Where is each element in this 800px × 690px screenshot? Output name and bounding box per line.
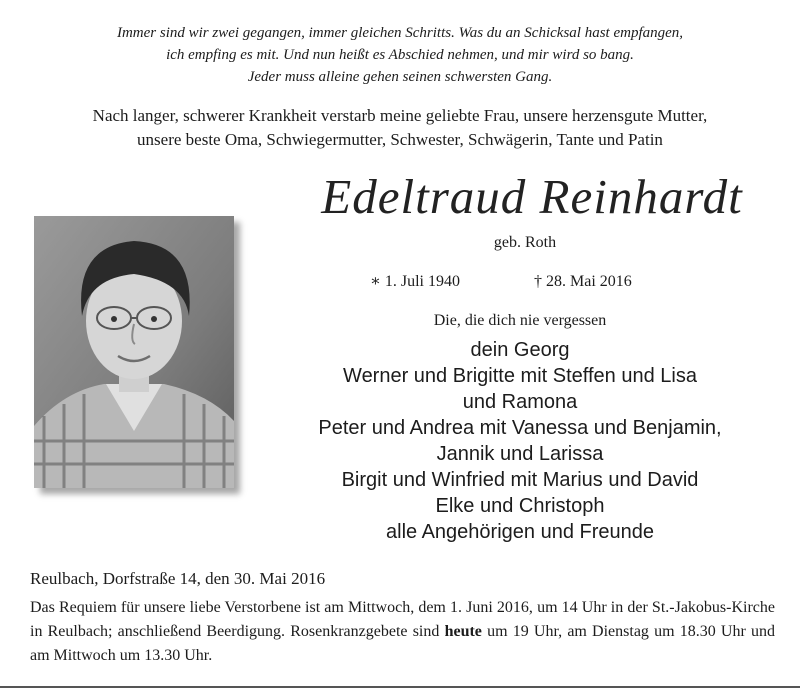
birth-date: ∗ 1. Juli 1940	[370, 273, 460, 290]
mourner-line: Werner und Brigitte mit Steffen und Lisa	[343, 365, 697, 387]
death-date: † 28. Mai 2016	[534, 273, 632, 290]
mourner-line: Jannik und Larissa	[436, 443, 604, 465]
portrait-photo	[34, 216, 234, 488]
notice-text: um 19 Uhr, am Dienstag um 18.30 Uhr und am Mittwoch um 13.30 Uhr.	[30, 623, 776, 664]
birth-name: geb. Roth	[493, 234, 557, 251]
notice-emphasis: heute	[444, 623, 482, 640]
mourner-line: Peter und Andrea mit Vanessa und Benjamin,	[318, 417, 722, 439]
mourner-line: Elke und Christoph	[435, 495, 605, 517]
bottom-border	[0, 686, 800, 688]
mourners-list	[255, 337, 785, 545]
portrait-image	[34, 216, 234, 488]
mourners-intro: Die, die dich nie vergessen	[433, 312, 607, 329]
notice-text: Das Requiem für unsere liebe Verstorbene ist am Mittwoch, dem 1. Juni 2016, um 14 Uhr in der St.-Jakobus-Kirche in Reulbach; anschließend Beerdigung. Rosenkranzgebete sind	[30, 599, 775, 640]
place-and-date: Reulbach, Dorfstraße 14, den 30. Mai 2016	[30, 569, 326, 588]
death-announcement	[0, 104, 800, 152]
deceased-name: Edeltraud Reinhardt	[321, 169, 743, 224]
poem-line: ich empfing es mit. Und nun heißt es Abschied nehmen, und mir wird so bang.	[166, 47, 634, 63]
poem	[0, 22, 800, 88]
mourner-line: und Ramona	[462, 391, 578, 413]
mourner-line: dein Georg	[470, 339, 570, 361]
life-dates	[360, 270, 680, 294]
poem-line: Jeder muss alleine gehen seinen schwersten Gang.	[247, 69, 553, 85]
mourner-line: alle Angehörigen und Freunde	[386, 521, 654, 543]
mourner-line: Birgit und Winfried mit Marius und David	[341, 469, 699, 491]
announcement-line: unsere beste Oma, Schwiegermutter, Schwester, Schwägerin, Tante und Patin	[137, 130, 663, 149]
funeral-notice	[30, 596, 775, 668]
poem-line: Immer sind wir zwei gegangen, immer gleichen Schritts. Was du an Schicksal hast empfangen,	[116, 25, 684, 41]
announcement-line: Nach langer, schwerer Krankheit verstarb meine geliebte Frau, unsere herzensgute Mutter,	[92, 106, 708, 125]
